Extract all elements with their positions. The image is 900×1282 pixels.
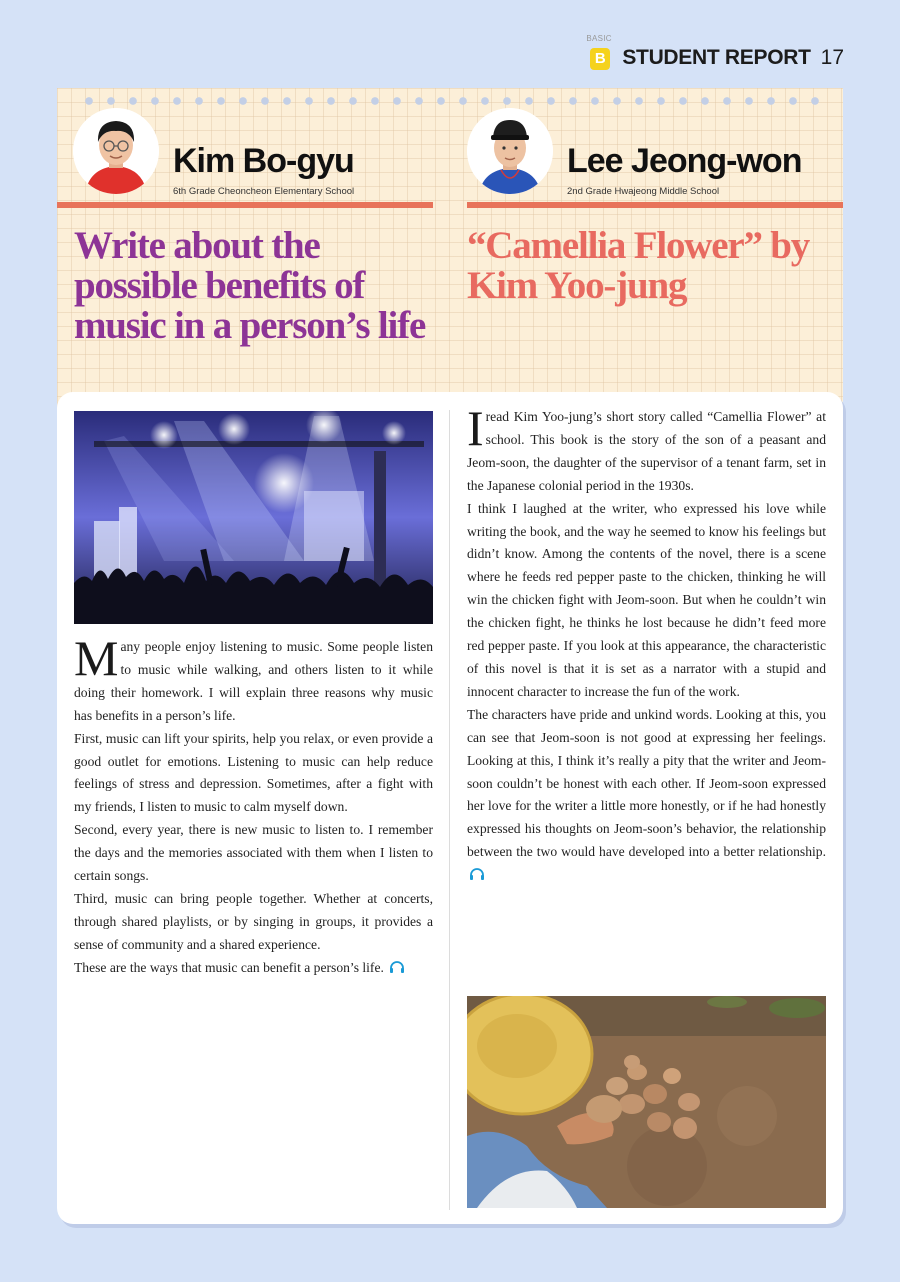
orange-rule-right: [467, 202, 843, 208]
concert-photo: [74, 411, 433, 624]
paragraph: Second, every year, there is new music to listen to. I remember the days and the memories associated with them when I listen to certain songs.: [74, 822, 433, 884]
article-body-right: [467, 400, 826, 887]
author-name: Lee Jeong-won: [567, 142, 802, 180]
basic-logo: [586, 34, 614, 78]
paragraph: Third, music can bring people together. Whether at concerts, through shared playlists, or by singing in groups, it provides a sense of community and a shared experience.: [74, 890, 433, 952]
article-title-left: Write about the possible benefits of music in a person’s life: [74, 224, 426, 347]
paragraph: Many people enjoy listening to music. Some people listen to music while walking, and others listen to it while doing their homework. I will explain three reasons why music has benefits in a person’s life.: [74, 630, 433, 723]
paragraph: I think I laughed at the writer, who expressed his love while writing the book, and the way he seemed to know his feelings but didn’t know. Among the contents of the novel, there is a scene where he feeds red pepper paste to the chicken, thinking he will win the chicken fight with Jeom-soon. But when he couldn’t win the chicken fight, he thinks he lost because he didn’t feed more red pepper paste. If you look at this appearance, the characteristic of this novel is that it is set as a narrator with a stupid and innocent character to increase the fun of the work.: [467, 500, 826, 699]
author-right: [467, 108, 837, 208]
article-title-right: “Camellia Flower” by Kim Yoo-jung: [467, 224, 810, 307]
paragraph: These are the ways that music can benefit a person’s life.: [74, 957, 433, 980]
orange-rule-left: [57, 202, 433, 208]
paragraph: First, music can lift your spirits, help you relax, or even provide a good outlet for emotions. Listening to music can help reduce feelings of stress and depression. Sometimes, after a fight with my friends, I listen to music to calm myself down.: [74, 730, 433, 815]
drop-cap: M: [74, 630, 119, 686]
headphones-icon: [389, 961, 405, 973]
page-header: [588, 36, 844, 80]
article-body-left: [74, 630, 433, 980]
paragraph: Iread Kim Yoo-jung’s short story called “Camellia Flower” at school. This book is the story of the son of a peasant and Jeom-soon, the daughter of the supervisor of a tenant farm, set in the Japanese colonial period in the 1930s.: [467, 400, 826, 493]
headphones-icon: [469, 868, 485, 880]
author-school: 6th Grade Cheoncheon Elementary School: [173, 186, 355, 197]
binder-dots: [78, 96, 828, 106]
logo-b-badge: B: [590, 48, 610, 70]
drop-cap: I: [467, 400, 484, 456]
column-divider: [449, 410, 450, 1210]
section-title: STUDENT REPORT: [622, 46, 811, 69]
avatar: [73, 108, 159, 194]
logo-basic-text: BASIC: [586, 34, 612, 43]
page-number: 17: [820, 46, 844, 69]
author-school: 2nd Grade Hwajeong Middle School: [567, 186, 720, 197]
author-left: [73, 108, 433, 208]
paragraph: The characters have pride and unkind words. Looking at this, you can see that Jeom-soon is not good at expressing her feelings. Looking at this, I think it’s really a pity that the writer and Jeom-soon couldn’t be honest with each other. If Jeom-soon expressed her love for the writer a little more honestly, or if he had honestly expressed his thoughts on Jeom-soon’s behavior, the relationship between the two would have developed into a better relationship.: [467, 704, 826, 887]
potato-harvest-photo: [467, 996, 826, 1208]
avatar: [467, 108, 553, 194]
author-name: Kim Bo-gyu: [173, 142, 354, 180]
